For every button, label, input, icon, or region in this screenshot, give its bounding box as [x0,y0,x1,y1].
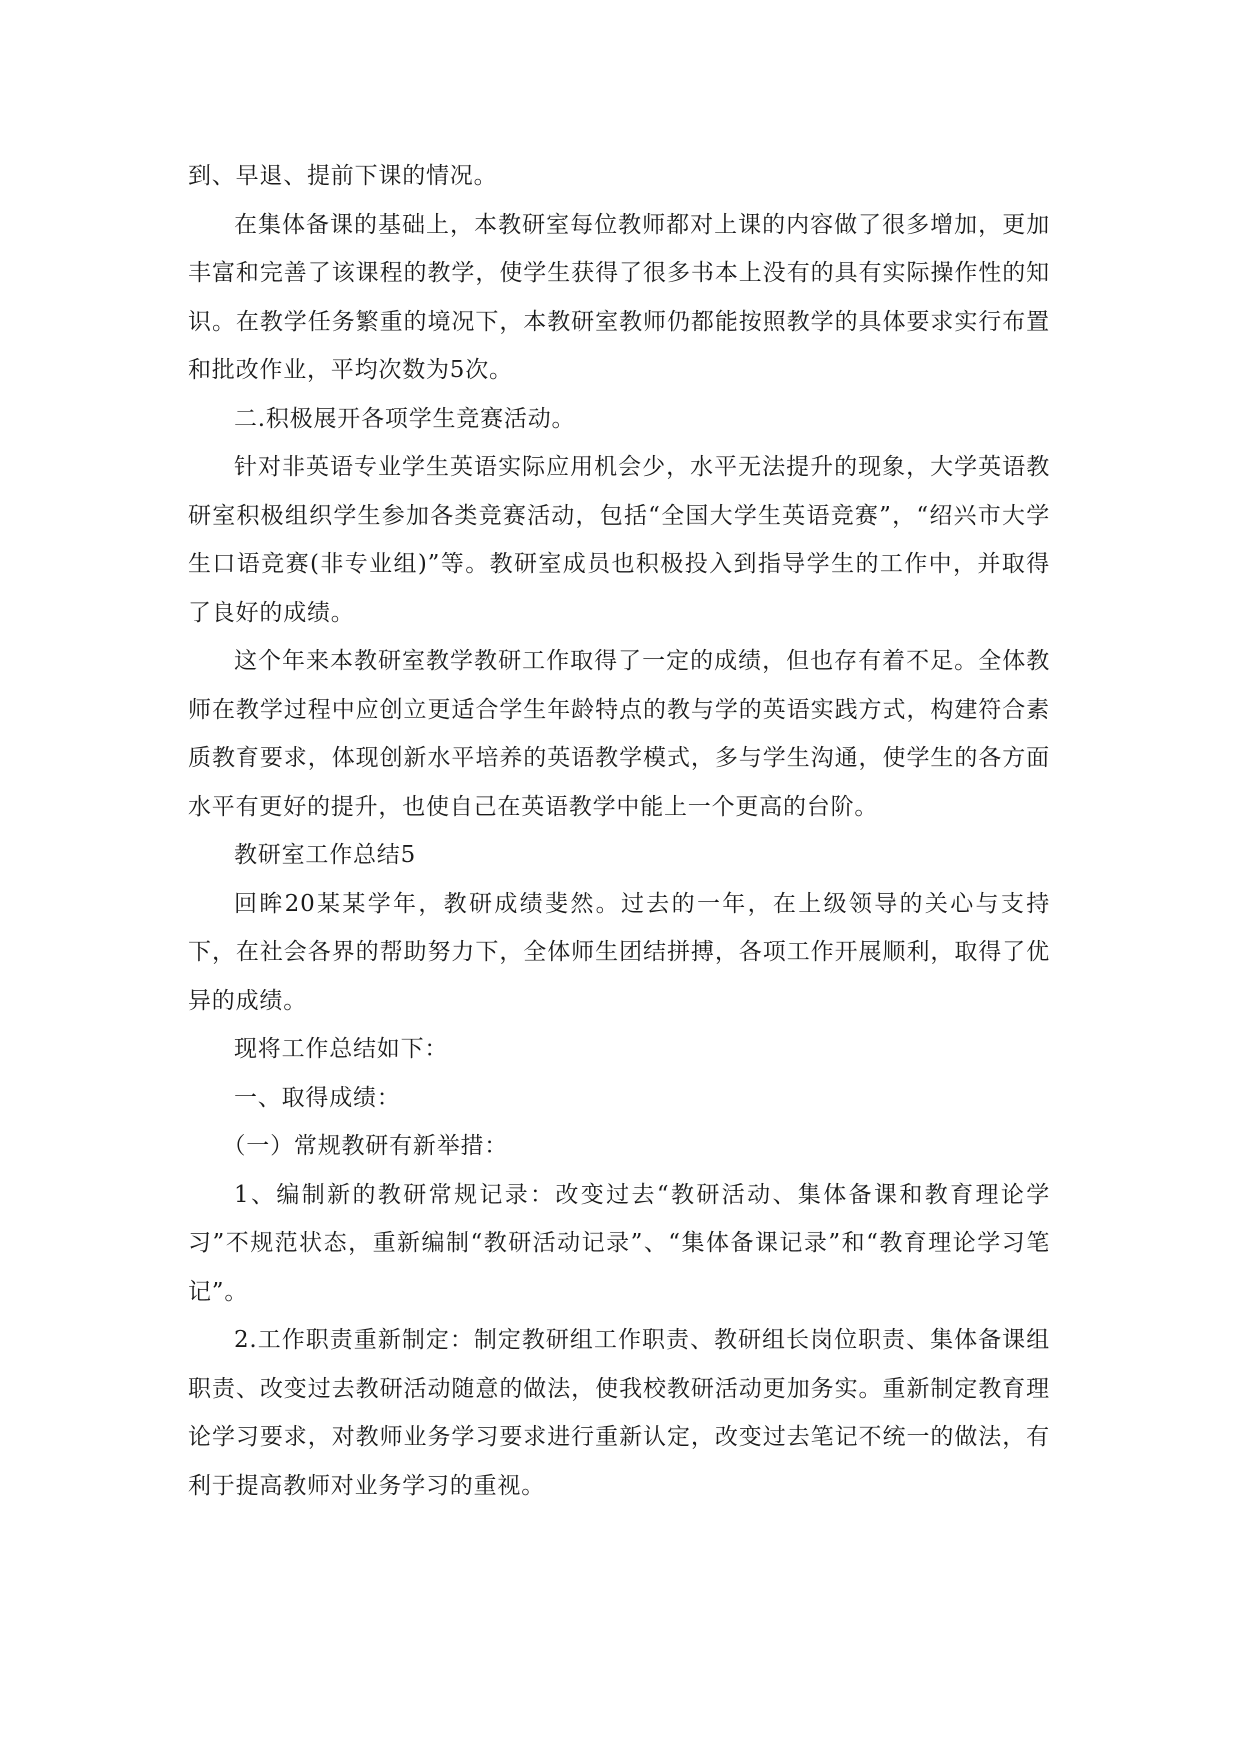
paragraph-item-1: 1、编制新的教研常规记录：改变过去“教研活动、集体备课和教育理论学习”不规范状态，重新编制“教研活动记录”、“集体备课记录”和“教育理论学习笔记”。 [188,1181,1050,1305]
paragraph-lesson-prep: 在集体备课的基础上，本教研室每位教师都对上课的内容做了很多增加，更加丰富和完善了该课程的教学，使学生获得了很多书本上没有的具有实际操作性的知识。在教学任务繁重的境况下，本教研室教师仍都能按照教学的具体要求实行布置和批改作业，平均次数为5次。 [188,211,1050,383]
paragraph-continuation: 到、早退、提前下课的情况。 [188,163,498,189]
document-body [188,152,1050,1510]
paragraph-item-2: 2.工作职责重新制定：制定教研组工作职责、教研组长岗位职责、集体备课组职责、改变过去教研活动随意的做法，使我校教研活动更加务实。重新制定教育理论学习要求，对教师业务学习要求进行重新认定，改变过去笔记不统一的做法，有利于提高教师对业务学习的重视。 [188,1327,1050,1499]
section-title-summary-5: 教研室工作总结5 [234,842,417,868]
paragraph-review: 回眸20某某学年，教研成绩斐然。过去的一年，在上级领导的关心与支持下，在社会各界的帮助努力下，全体师生团结拼搏，各项工作开展顺利，取得了优异的成绩。 [188,890,1050,1014]
paragraph-competitions: 针对非英语专业学生英语实际应用机会少，水平无法提升的现象，大学英语教研室积极组织学生参加各类竞赛活动，包括“全国大学生英语竞赛”，“绍兴市大学生口语竞赛(非专业组)”等。教研室成员也积极投入到指导学生的工作中，并取得了良好的成绩。 [188,454,1050,626]
section-heading-achievements: 一、取得成绩： [234,1084,401,1111]
subsection-heading-routine: （一）常规教研有新举措： [222,1133,509,1159]
paragraph-conclusion: 这个年来本教研室教学教研工作取得了一定的成绩，但也存有着不足。全体教师在教学过程中应创立更适合学生年龄特点的教与学的英语实践方式，构建符合素质教育要求，体现创新水平培养的英语教学模式，多与学生沟通，使学生的各方面水平有更好的提升，也使自己在英语教学中能上一个更高的台阶。 [188,648,1050,820]
section-heading-competitions: 二.积极展开各项学生竞赛活动。 [234,405,576,432]
paragraph-summary-intro: 现将工作总结如下： [234,1036,449,1062]
